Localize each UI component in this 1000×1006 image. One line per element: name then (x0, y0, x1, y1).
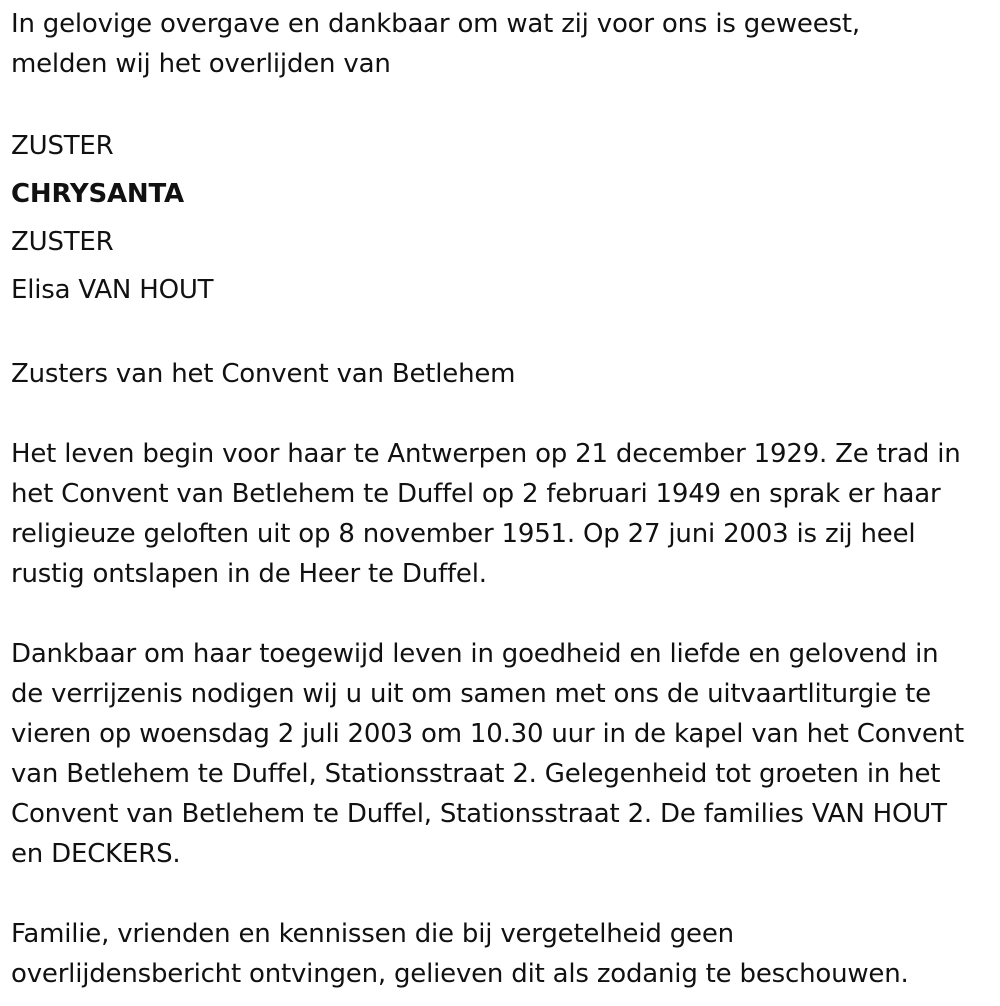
title-zuster-1: ZUSTER (11, 131, 114, 161)
funeral-line: Dankbaar om haar toegewijd leven in goedheid en liefde en gelovend in (11, 639, 939, 669)
biography-line: Het leven begin voor haar te Antwerpen op 21 december 1929. Ze trad in (11, 439, 961, 469)
funeral-line: de verrijzenis nodigen wij u uit om samen met ons de uitvaartliturgie te (11, 679, 931, 709)
intro-line: In gelovige overgave en dankbaar om wat zij voor ons is geweest, (11, 9, 860, 39)
congregation-line: Zusters van het Convent van Betlehem (11, 359, 516, 389)
biography-line: religieuze geloften uit op 8 november 1951. Op 27 juni 2003 is zij heel (11, 519, 916, 549)
intro-line: melden wij het overlijden van (11, 49, 391, 79)
funeral-line: en DECKERS. (11, 839, 181, 869)
obituary-document (11, 4, 995, 994)
congregation-paragraph (11, 354, 995, 394)
funeral-line: Convent van Betlehem te Duffel, Stationsstraat 2. De families VAN HOUT (11, 799, 947, 829)
civil-name: Elisa VAN HOUT (11, 275, 214, 305)
closing-line: Familie, vrienden en kennissen die bij vergetelheid geen (11, 919, 734, 949)
closing-paragraph (11, 914, 995, 994)
biography-paragraph (11, 434, 995, 594)
funeral-line: vieren op woensdag 2 juli 2003 om 10.30 uur in de kapel van het Convent (11, 719, 964, 749)
biography-line: rustig ontslapen in de Heer te Duffel. (11, 559, 487, 589)
intro-paragraph (11, 4, 995, 84)
funeral-paragraph (11, 634, 995, 874)
biography-line: het Convent van Betlehem te Duffel op 2 februari 1949 en sprak er haar (11, 479, 941, 509)
funeral-line: van Betlehem te Duffel, Stationsstraat 2. Gelegenheid tot groeten in het (11, 759, 941, 789)
closing-line: overlijdensbericht ontvingen, gelieven dit als zodanig te beschouwen. (11, 959, 909, 989)
title-zuster-2: ZUSTER (11, 227, 114, 257)
religious-name: CHRYSANTA (11, 179, 184, 209)
name-block (11, 122, 995, 314)
